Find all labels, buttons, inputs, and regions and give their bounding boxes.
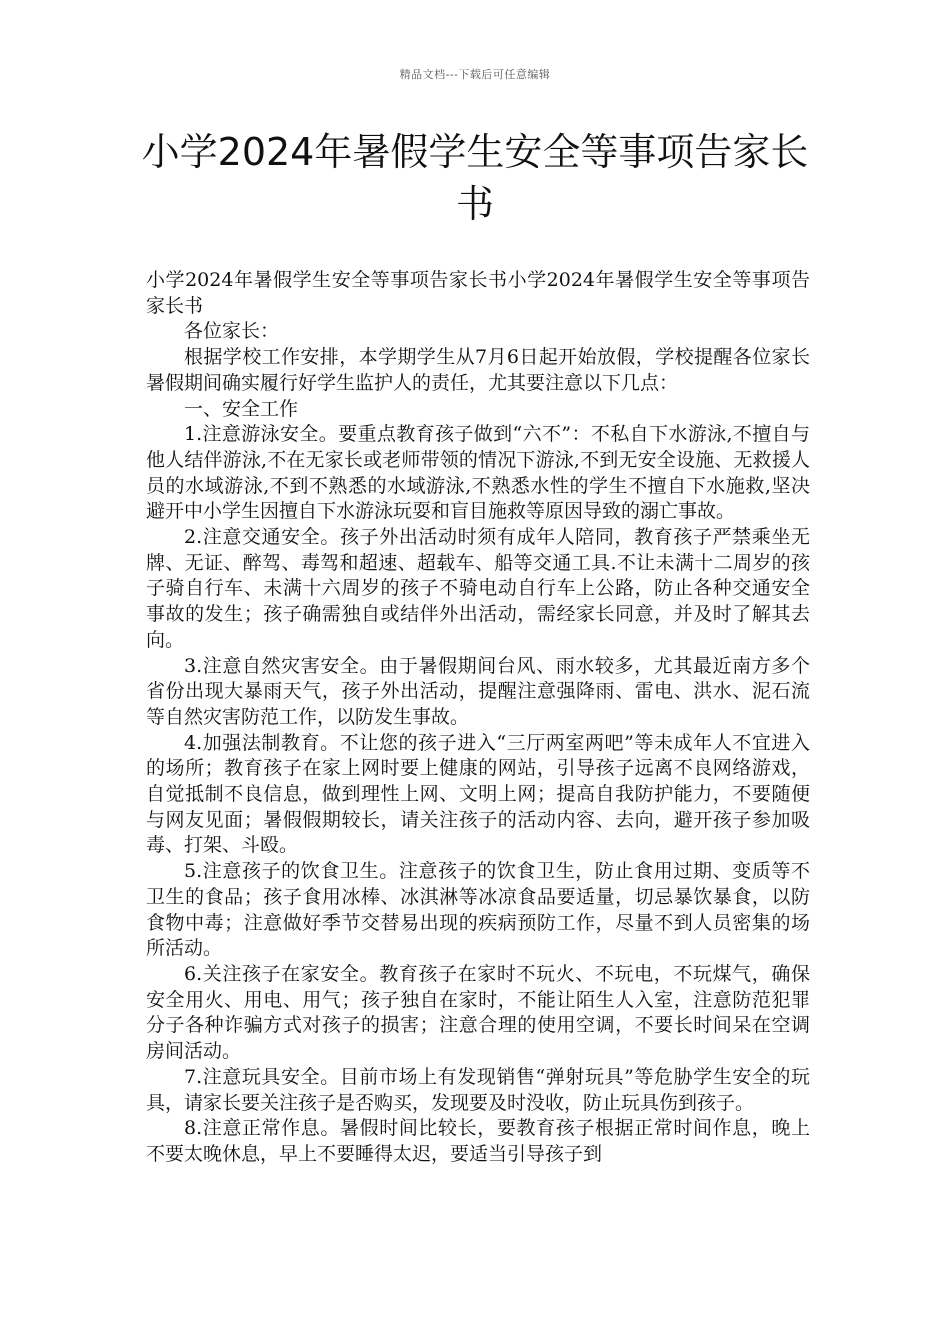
lead-paragraph: 小学2024年暑假学生安全等事项告家长书小学2024年暑假学生安全等事项告家长书 [146,269,810,317]
section-heading-safety: 一、安全工作 [184,397,299,420]
item-paragraph: 7.注意玩具安全。目前市场上有发现销售“弹射玩具”等危胁学生安全的玩具，请家长要关注孩子是否购买，发现要及时没收，防止玩具伤到孩子。 [146,1065,810,1114]
document-body [146,268,810,1168]
greeting: 各位家长： [184,320,280,343]
item-paragraph: 8.注意正常作息。暑假时间比较长，要教育孩子根据正常时间作息，晚上不要太晚休息，早上不要睡得太迟，要适当引导孩子到 [146,1117,810,1165]
item-paragraph: 4.加强法制教育。不让您的孩子进入“三厅两室两吧”等未成年人不宜进入的场所；教育孩子在家上网时要上健康的网站，引导孩子远离不良网络游戏，自觉抵制不良信息，做到理性上网、文明上网；提高自我防护能力，不要随便与网友见面；暑假假期较长，请关注孩子的活动内容、去向，避开孩子参加吸毒、打架、斗殴。 [146,731,810,857]
item-paragraph: 1.注意游泳安全。要重点教育孩子做到“六不”：不私自下水游泳,不擅自与他人结伴游泳,不在无家长或老师带领的情况下游泳,不到无安全设施、无救援人员的水域游泳,不到不熟悉的水域游泳,不熟悉水性的学生不擅自下水施救,坚决避开中小学生因擅自下水游泳玩耍和盲目施救等原因导致的溺亡事故。 [146,423,810,523]
item-paragraph: 3.注意自然灾害安全。由于暑假期间台风、雨水较多，尤其最近南方多个省份出现大暴雨天气，孩子外出活动，提醒注意强降雨、雷电、洪水、泥石流等自然灾害防范工作，以防发生事故。 [146,654,810,728]
intro-paragraph: 根据学校工作安排，本学期学生从7月6日起开始放假，学校提醒各位家长暑假期间确实履行好学生监护人的责任，尤其要注意以下几点： [146,346,810,394]
document-title: 小学2024年暑假学生安全等事项告家长书 [141,130,809,226]
item-paragraph: 5.注意孩子的饮食卫生。注意孩子的饮食卫生，防止食用过期、变质等不卫生的食品；孩子食用冰棒、冰淇淋等冰凉食品要适量，切忌暴饮暴食，以防食物中毒；注意做好季节交替易出现的疾病预防工作，尽量不到人员密集的场所活动。 [146,860,810,960]
item-paragraph: 2.注意交通安全。孩子外出活动时须有成年人陪同，教育孩子严禁乘坐无牌、无证、醉驾、毒驾和超速、超载车、船等交通工具.不让未满十二周岁的孩子骑自行车、未满十六周岁的孩子不骑电动自行车上公路，防止各种交通安全事故的发生；孩子确需独自或结伴外出活动，需经家长同意，并及时了解其去向。 [146,526,810,651]
header-note: 精品文档---下载后可任意编辑 [399,68,551,81]
item-paragraph: 6.关注孩子在家安全。教育孩子在家时不玩火、不玩电，不玩煤气，确保安全用火、用电、用气；孩子独自在家时，不能让陌生人入室，注意防范犯罪分子各种诈骗方式对孩子的损害；注意合理的使用空调，不要长时间呆在空调房间活动。 [146,962,810,1063]
